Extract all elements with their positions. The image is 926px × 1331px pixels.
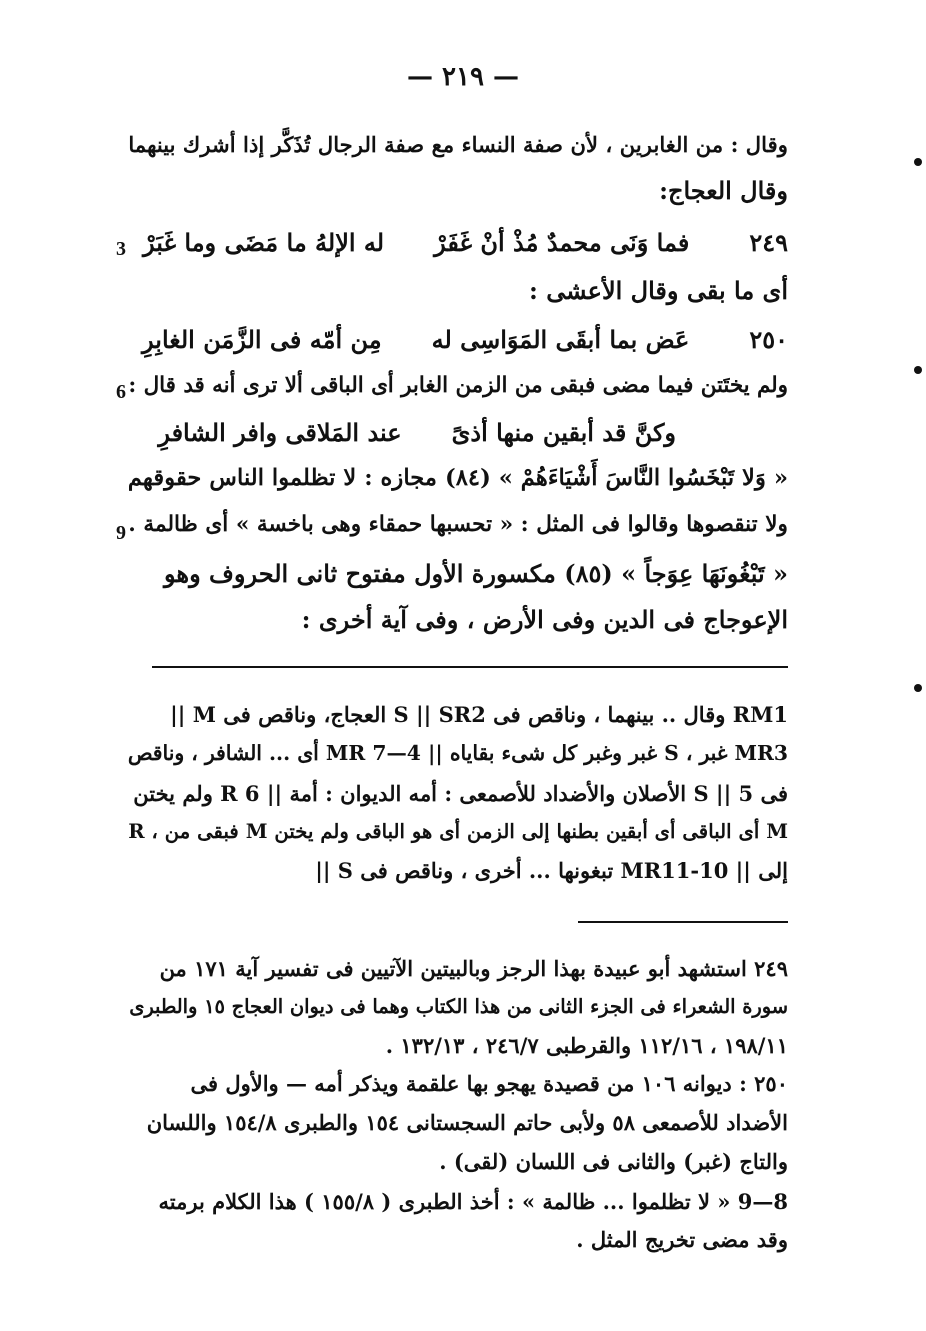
verse-hemistich-1: وكنَّ قد أبقين منها أذىً <box>451 418 676 447</box>
main-text-line-10: « تَبْغُونَهَا عِوَجاً » (٨٥) مكسورة الأول مفتوح ثانى الحروف وهو <box>164 559 788 588</box>
verse-number: ٢٤٩ <box>749 228 788 257</box>
page-number: — ٢١٩ — <box>406 62 520 92</box>
note-line-3: ١٩٨/١١ ، ١١٢/١٦ والقرطبى ٢٤٦/٧ ، ١٣٢/١٣ . <box>385 1033 788 1058</box>
main-text-line-1: وقال : من الغابرين ، لأن صفة النساء مع صفة الرجال تُذَكَّر إذا أشرك بينهما <box>128 132 788 157</box>
main-text-line-2: وقال العجاج: <box>659 176 788 205</box>
notes-divider <box>578 921 788 923</box>
verse-hemistich-1: فما وَنَى محمدٌ مُذْ أنْ غَفَرْ <box>434 228 690 257</box>
apparatus-line-5: إلى || MR11-10 تبغونها ... أخرى ، وناقص فى S || <box>315 858 788 883</box>
margin-line-number-3: 3 <box>116 238 126 260</box>
apparatus-line-2: MR3 غبر ، S غبر وغبر كل شىء بقاياه || MR 7—4 أى ... الشافر ، وناقص <box>127 741 788 765</box>
main-text-line-8: « وَلا تَبْخَسُوا النَّاسَ أَشْيَاءَهُمْ » (٨٤) مجازه : لا تظلموا الناس حقوقهم <box>127 465 788 491</box>
scan-speck <box>914 366 922 374</box>
verse-hemistich-2: عند المَلاقى وافر الشافرِ <box>158 418 402 447</box>
margin-line-number-6: 6 <box>116 381 126 403</box>
verse-250 <box>142 325 788 354</box>
main-text-line-6: ولم يختَتن فيما مضى فبقى من الزمن الغابر أى الباقى ألا ترى أنه قد قال : <box>128 373 788 398</box>
verse-hemistich-1: عَض بما أبقَى المَوَاسِى له <box>431 325 690 354</box>
verse-249 <box>143 228 788 257</box>
note-line-5: الأضداد للأصمعى ٥٨ ولأبى حاتم السجستانى ١٥٤ والطبرى ١٥٤/٨ واللسان <box>146 1110 788 1135</box>
footnote-divider <box>152 666 788 668</box>
note-line-8: وقد مضى تخريج المثل . <box>576 1227 788 1252</box>
note-line-6: والتاج (غبر) والثانى فى اللسان (لقى) . <box>439 1149 788 1174</box>
verse-hemistich-2: مِن أمّه فى الزَّمَن الغابِرِ <box>142 325 382 354</box>
note-line-1: ٢٤٩ استشهد أبو عبيدة بهذا الرجز وبالبيتين الآتيين فى تفسير آية ١٧١ من <box>159 956 788 981</box>
verse-number: ٢٥٠ <box>749 325 788 354</box>
apparatus-line-4: M أى الباقى أى أبقين بطنها إلى الزمن أى هو الباقى ولم يختن M فبقى من ، R <box>128 820 788 843</box>
note-line-2: سورة الشعراء فى الجزء الثانى من هذا الكتاب وهما فى ديوان العجاج ١٥ والطبرى <box>129 995 788 1018</box>
main-text-line-9: ولا تنقصوها وقالوا فى المثل : « تحسبها حمقاء وهى باخسة » أى ظالمة . <box>128 512 788 537</box>
main-text-line-4: أى ما بقى وقال الأعشى : <box>529 276 788 305</box>
note-line-7: 8—9 « لا تظلموا ... ظالمة » : أخذ الطبرى ( ١٥٥/٨ ) هذا الكلام برمته <box>158 1189 788 1214</box>
apparatus-line-3: فى S || 5 الأصلان والأضداد للأصمعى : أمه الديوان : أمة || R 6 ولم يختن <box>133 781 788 806</box>
margin-line-number-9: 9 <box>116 522 126 544</box>
scan-speck <box>914 158 922 166</box>
note-line-4: ٢٥٠ : ديوانه ١٠٦ من قصيدة يهجو بها علقمة ويذكر أمه — والأول فى <box>190 1071 788 1096</box>
verse-continuation <box>158 418 676 447</box>
main-text-line-11: الإعوجاج فى الدين وفى الأرض ، وفى آية أخرى : <box>301 605 788 634</box>
apparatus-line-1: RM1 وقال .. بينهما ، وناقص فى S || SR2 العجاج، وناقص فى M || <box>170 702 788 727</box>
scan-speck <box>914 684 922 692</box>
verse-hemistich-2: له الإلهُ ما مَضَى وما غَبَرْ <box>142 228 385 257</box>
